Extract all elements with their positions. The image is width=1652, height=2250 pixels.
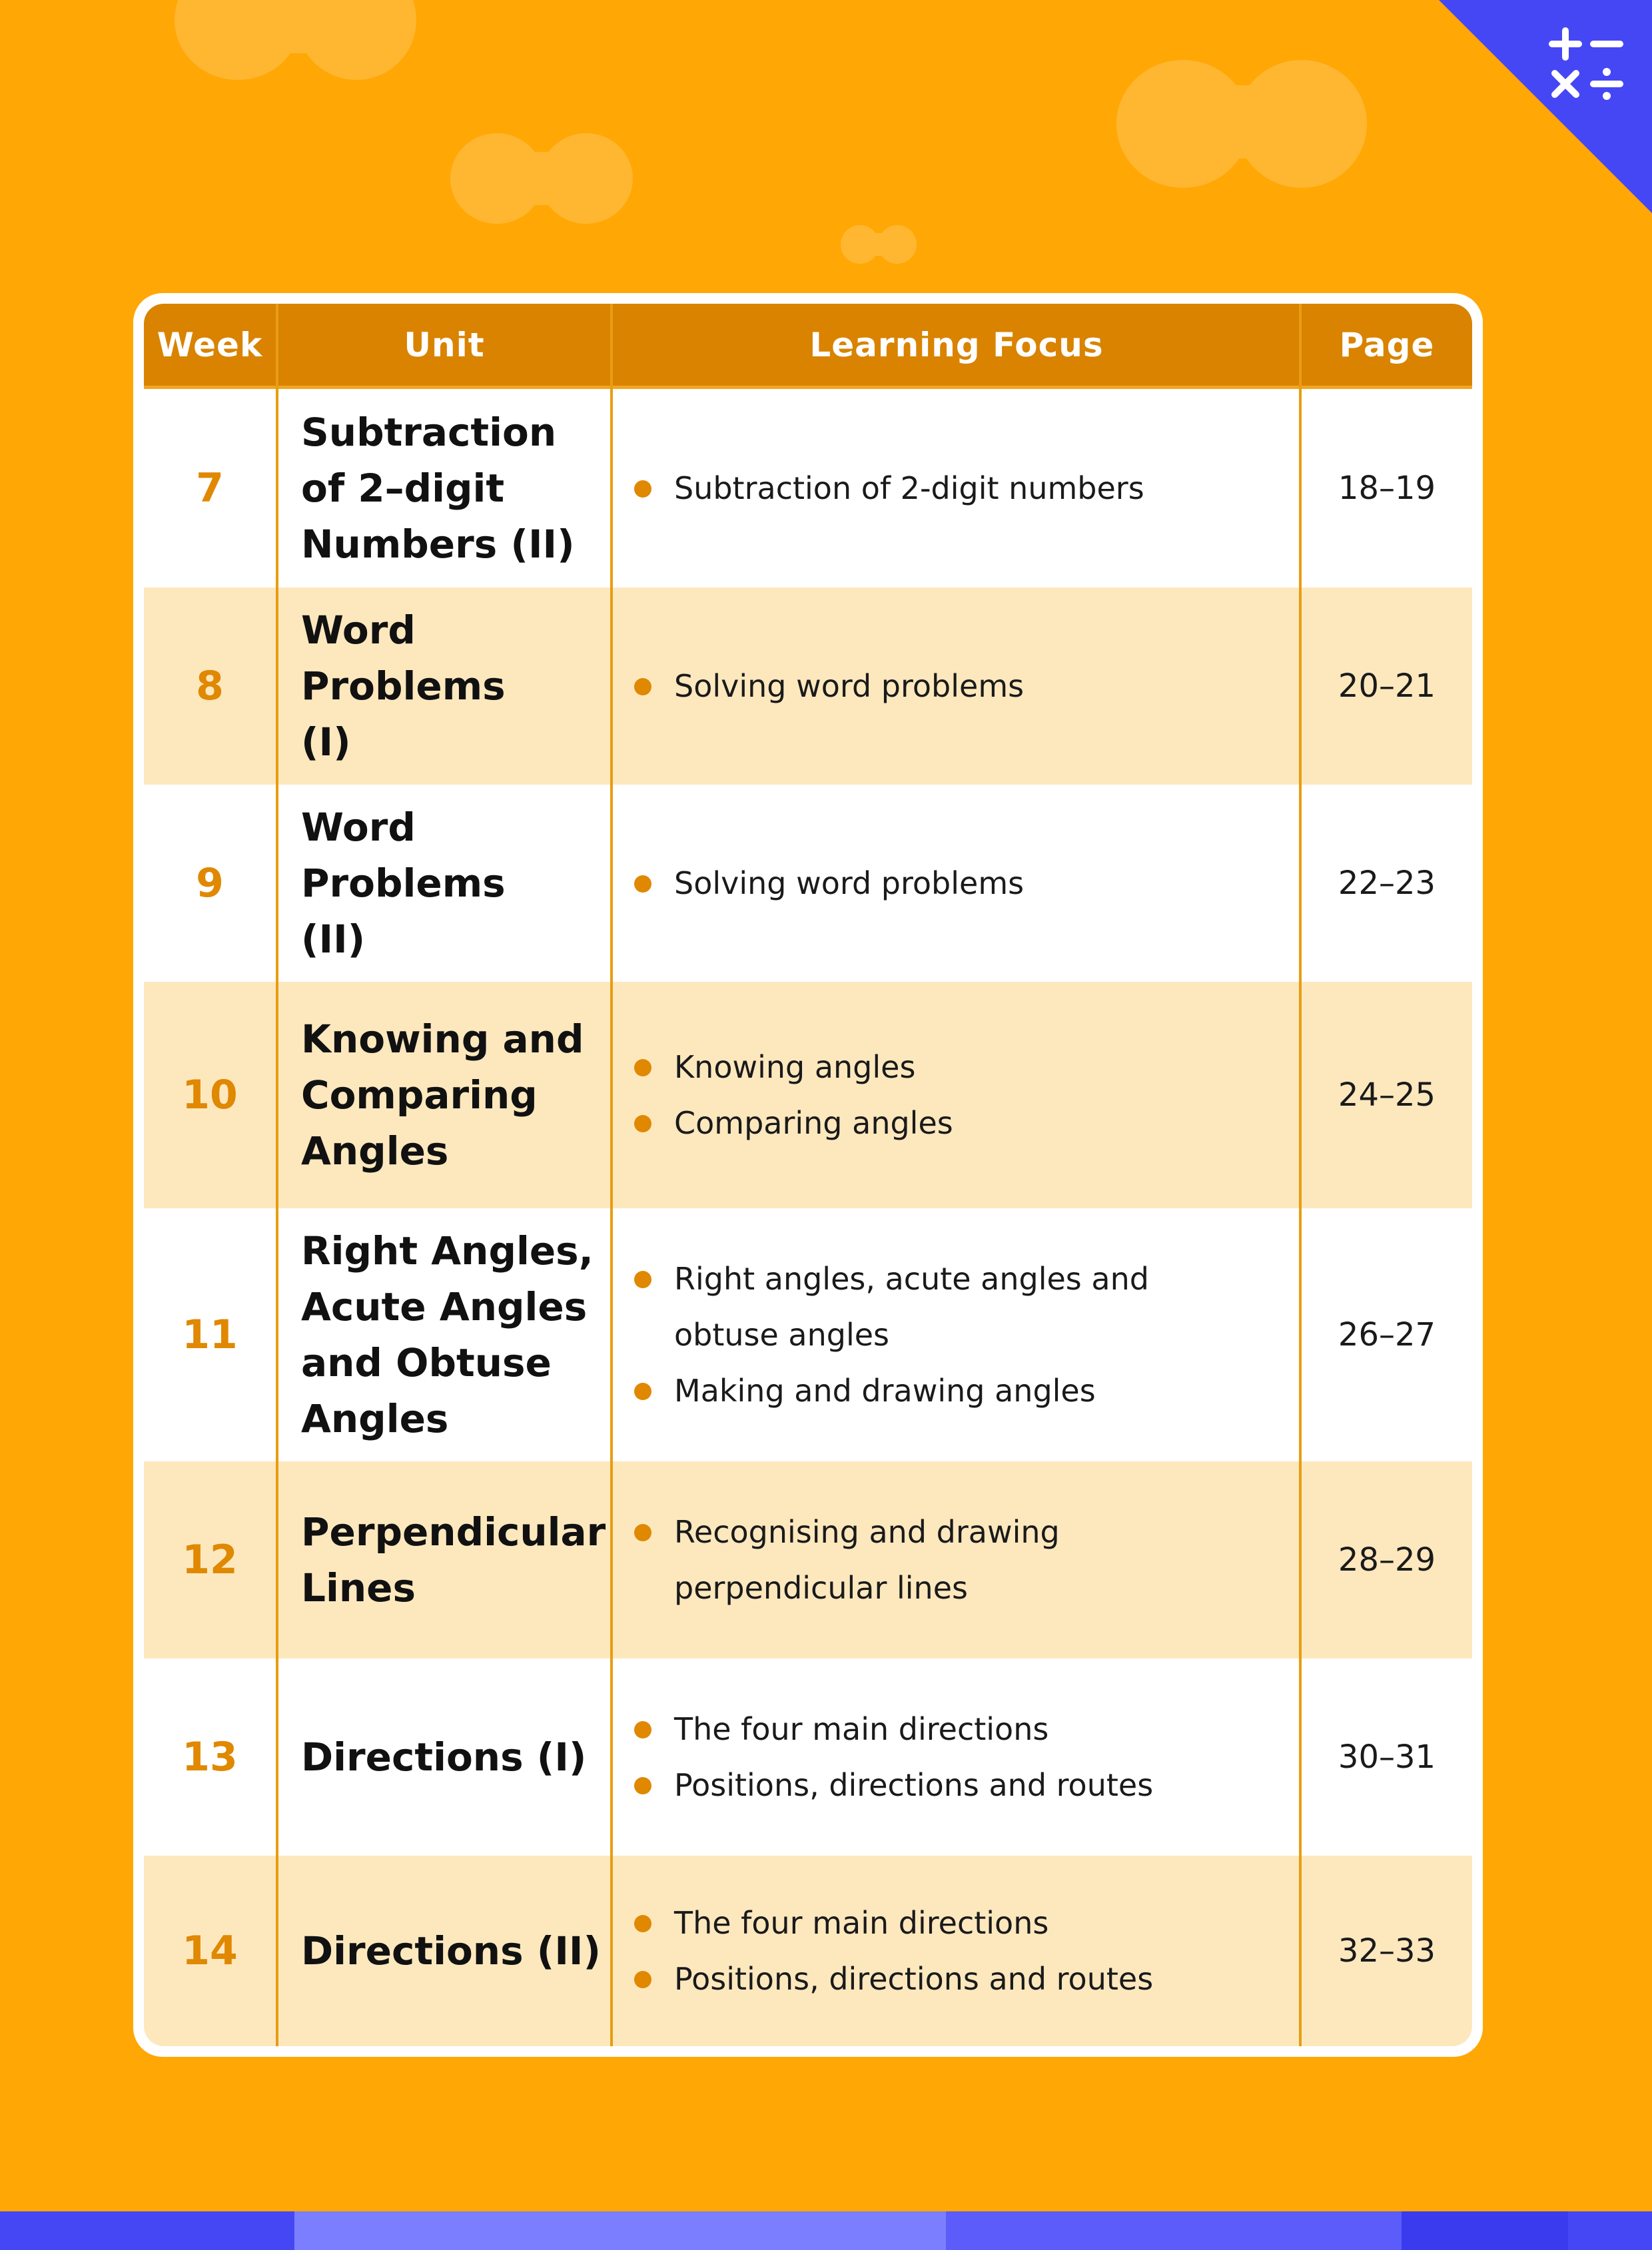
unit-title: Knowing and Comparing Angles	[301, 1016, 584, 1174]
week-number: 14	[182, 1928, 238, 1974]
focus-bullet-item: Making and drawing angles	[634, 1363, 1096, 1419]
decor-blob	[1179, 85, 1306, 159]
header-page: Page	[1339, 325, 1435, 364]
unit-title: Word Problems (II)	[301, 805, 506, 962]
table-row	[144, 587, 1472, 785]
table-row	[144, 1659, 1472, 1856]
bullet-dot-icon	[634, 1271, 651, 1288]
schedule-table	[144, 304, 1472, 2046]
focus-bullet-item: The four main directions	[634, 1701, 1048, 1757]
bottom-bar-segment	[294, 2211, 946, 2250]
decor-blob	[493, 152, 593, 205]
focus-bullet-item: Solving word problems	[634, 658, 1024, 714]
table-row	[144, 1461, 1472, 1659]
table-row	[144, 785, 1472, 982]
focus-bullet-item: Positions, directions and routes	[634, 1757, 1153, 1813]
bullet-dot-icon	[634, 875, 651, 893]
page-range: 18–19	[1338, 470, 1436, 507]
focus-bullet-item: Positions, directions and routes	[634, 1951, 1153, 2007]
header-learning-focus: Learning Focus	[809, 325, 1104, 364]
bullet-dot-icon	[634, 1721, 651, 1738]
focus-bullet-item: Subtraction of 2-digit numbers	[634, 460, 1144, 516]
week-number: 7	[196, 465, 224, 512]
page-range: 28–29	[1338, 1541, 1436, 1579]
column-divider	[610, 304, 613, 2046]
unit-title: Directions (II)	[301, 1928, 601, 1974]
page-range: 24–25	[1338, 1076, 1436, 1114]
page-range: 22–23	[1338, 865, 1436, 902]
learning-focus	[634, 982, 1260, 1208]
unit-title: Directions (I)	[301, 1734, 587, 1780]
bottom-bar-segment	[1402, 2211, 1568, 2250]
page-range: 26–27	[1338, 1316, 1436, 1353]
column-divider	[1299, 304, 1302, 2046]
learning-focus	[634, 1659, 1260, 1856]
week-number: 10	[182, 1072, 238, 1118]
unit-title: Subtraction of 2–digit Numbers (II)	[301, 410, 575, 567]
table-row	[144, 389, 1472, 587]
week-number: 11	[182, 1312, 238, 1358]
bullet-dot-icon	[634, 480, 651, 498]
bottom-bar	[0, 2211, 1652, 2250]
corner-decoration	[1439, 0, 1652, 213]
bullet-dot-icon	[634, 1915, 651, 1932]
week-number: 8	[196, 663, 224, 709]
schedule-card	[133, 293, 1483, 2057]
page-range: 20–21	[1338, 667, 1436, 705]
header-unit: Unit	[404, 325, 485, 364]
decor-blob	[859, 233, 899, 256]
week-number: 12	[182, 1537, 238, 1583]
learning-focus	[634, 1208, 1260, 1461]
learning-focus	[634, 1856, 1260, 2046]
focus-bullet-item: The four main directions	[634, 1895, 1048, 1951]
week-number: 13	[182, 1734, 238, 1780]
focus-bullet-item: Knowing angles	[634, 1039, 915, 1095]
header-week: Week	[157, 325, 263, 364]
week-number: 9	[196, 860, 224, 907]
math-operators-icon	[1545, 25, 1625, 105]
unit-title: Perpendicular Lines	[301, 1509, 606, 1611]
column-divider	[276, 304, 278, 2046]
learning-focus	[634, 1461, 1260, 1659]
learning-focus	[634, 389, 1260, 587]
bullet-dot-icon	[634, 1524, 651, 1541]
bullet-dot-icon	[634, 1383, 651, 1400]
bottom-bar-segment	[946, 2211, 1402, 2250]
bullet-dot-icon	[634, 1115, 651, 1132]
unit-title: Word Problems (I)	[301, 607, 506, 765]
bullet-dot-icon	[634, 1059, 651, 1076]
learning-focus	[634, 785, 1260, 982]
learning-focus	[634, 587, 1260, 785]
focus-bullet-item: Comparing angles	[634, 1095, 953, 1151]
decor-blob	[226, 0, 366, 53]
bullet-dot-icon	[634, 1777, 651, 1794]
bullet-dot-icon	[634, 1971, 651, 1988]
table-row	[144, 1208, 1472, 1461]
unit-title: Right Angles, Acute Angles and Obtuse Angles	[301, 1228, 594, 1441]
page-range: 32–33	[1338, 1932, 1436, 1970]
page-range: 30–31	[1338, 1738, 1436, 1776]
focus-bullet-item: Recognising and drawing perpendicular lines	[634, 1504, 1260, 1616]
focus-bullet-item: Solving word problems	[634, 855, 1024, 911]
table-row	[144, 982, 1472, 1208]
focus-bullet-item: Right angles, acute angles and obtuse angles	[634, 1251, 1260, 1363]
bullet-dot-icon	[634, 678, 651, 695]
table-header	[144, 304, 1472, 389]
table-row	[144, 1856, 1472, 2046]
